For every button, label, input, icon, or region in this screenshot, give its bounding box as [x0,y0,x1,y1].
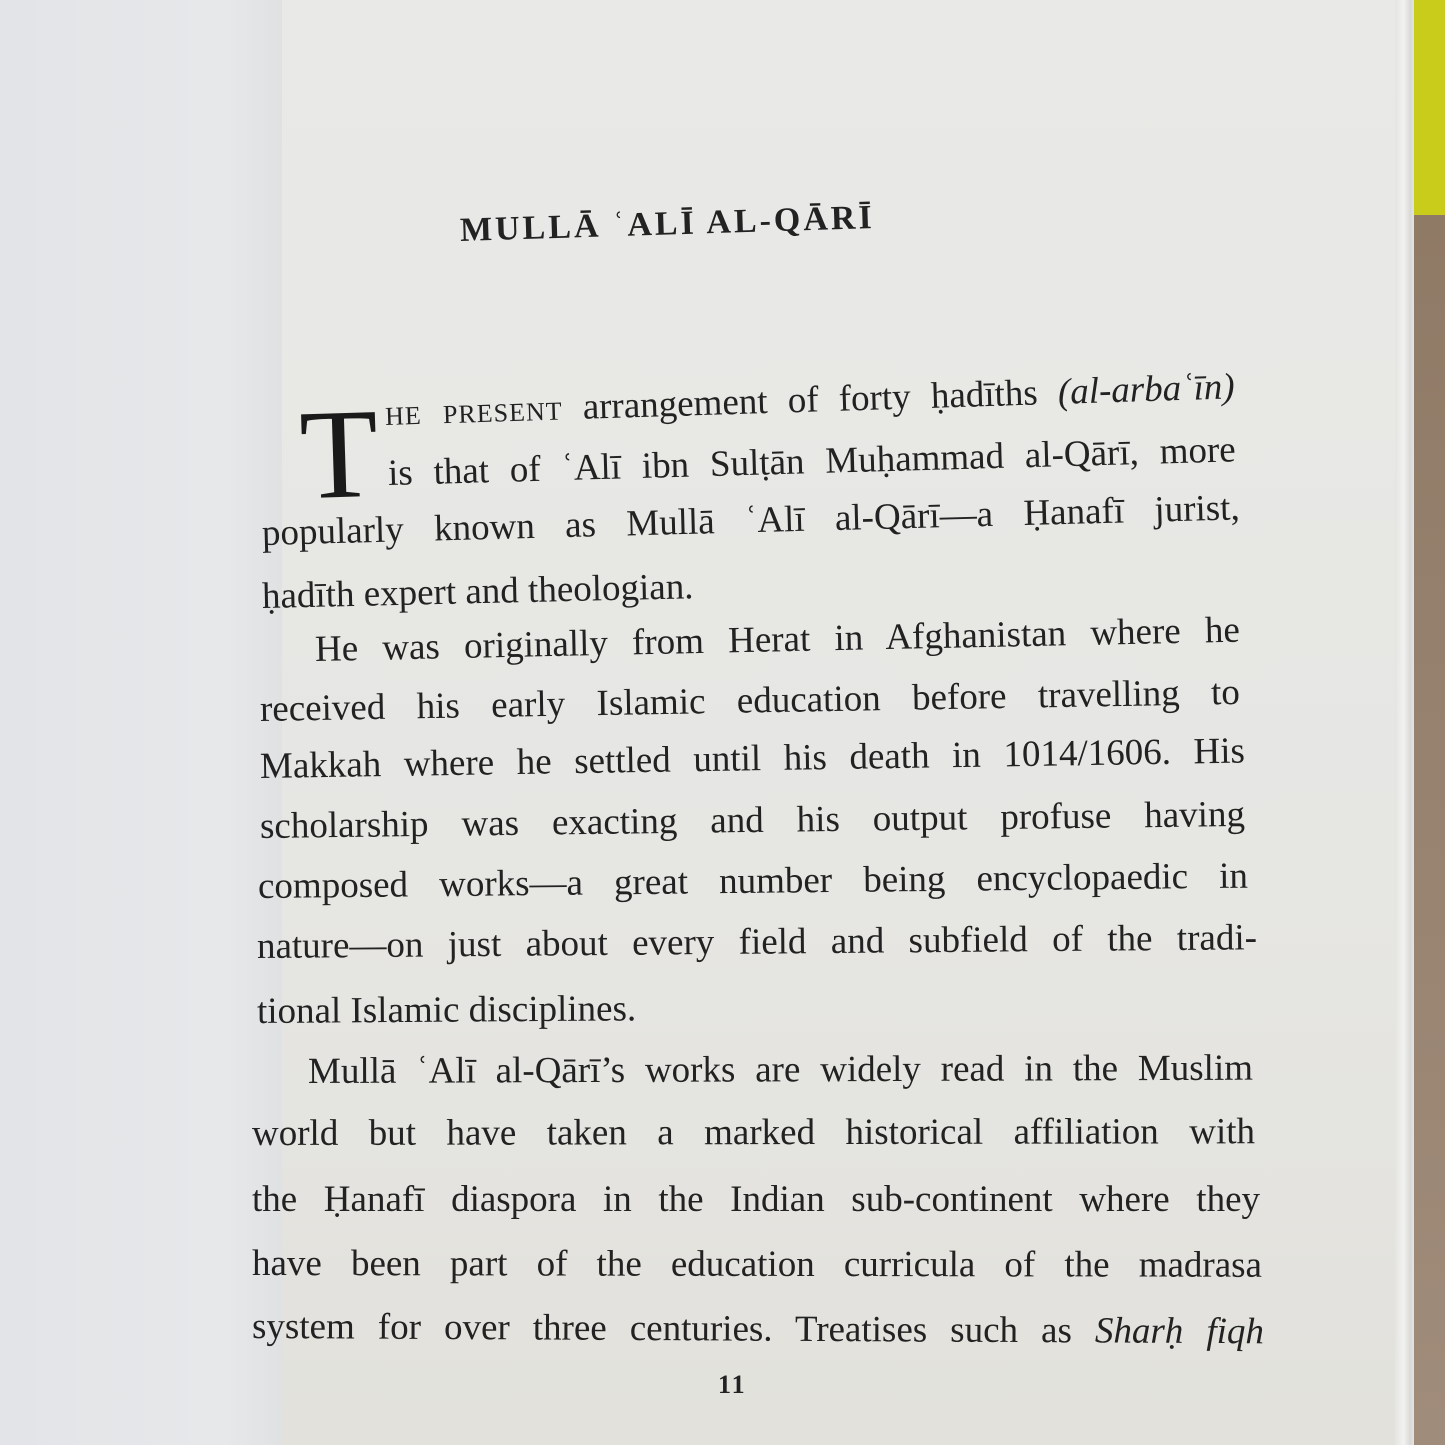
background-surface [1414,215,1445,1445]
line-text: nature—on just about every field and subfield of the tradi- [256,917,1258,967]
chapter-title: MULLĀ ʿALĪ AL-QĀRĪ [459,198,876,249]
background-yellow-object [1414,0,1445,215]
text-line [257,916,1257,968]
line-text: have been part of the education curricula of the madrasa [251,1243,1263,1286]
text-line [252,1242,1262,1287]
text-line [257,987,677,1033]
italic-text: (al-arbaʿīn) [1057,366,1236,413]
text-line [308,1047,1253,1093]
line-text: the Ḥanafī diaspora in the Indian sub-continent where they [252,1179,1260,1220]
line-text: tional Islamic disciplines. [256,988,637,1032]
line-text: composed works—a great number being encyclopaedic in [257,855,1249,907]
facing-left-page [0,0,282,1445]
text-line [252,1178,1260,1221]
line-text: is that of ʿAlī ibn Sulṭān Muḥammad al-Qārī, more [387,429,1237,494]
small-caps-lead: he present [384,387,564,434]
text-line [252,1110,1255,1155]
line-text: popularly known as Mullā ʿAlī al-Qārī—a Ḥanafī jurist, [261,487,1241,554]
line-text: Mullā ʿAlī al-Qārī’s works are widely read in the Muslim [307,1047,1254,1092]
line-text: ḥadīth expert and theologian. [261,566,694,617]
line-text: scholarship was exacting and his output profuse having [259,793,1246,847]
page-number: 11 [718,1370,747,1399]
italic-text: Sharḥ fiqh [1094,1310,1265,1353]
line-text: arrangement of forty ḥadīths [561,371,1059,429]
line-text: He was originally from Herat in Afghanistan where he [314,609,1241,670]
text-line [252,1305,1264,1353]
drop-cap: T [297,381,381,527]
line-text: Makkah where he settled until his death in 1014/1606. His [259,730,1246,787]
line-text: received his early Islamic education before travelling to [259,671,1241,730]
line-text: system for over three centuries. Treatises such as [251,1306,1096,1352]
line-text: world but have taken a marked historical affiliation with [251,1111,1256,1154]
